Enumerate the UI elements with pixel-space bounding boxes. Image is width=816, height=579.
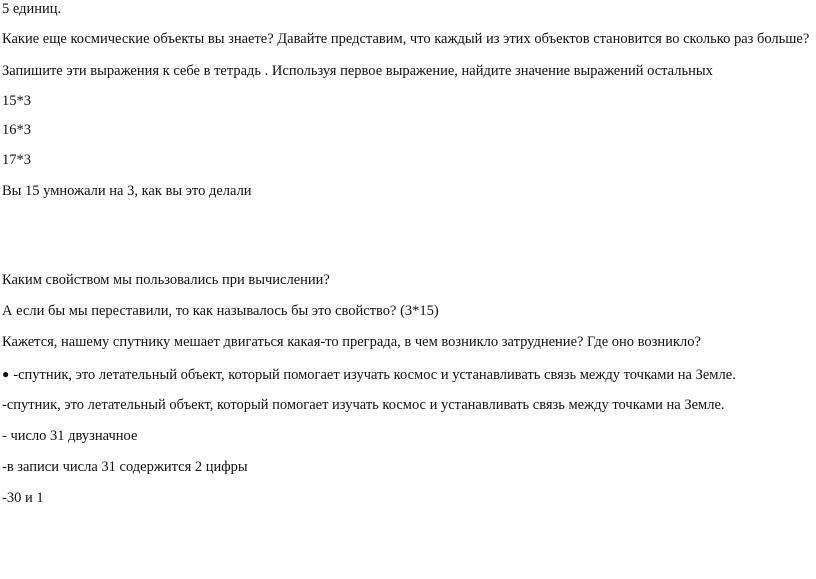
text-line-digits-count: -в записи числа 31 содержится 2 цифры [2,459,248,475]
text-line-two-digit-number: - число 31 двузначное [2,428,138,444]
text-line-swap-question: А если бы мы переставили, то как называлось бы это свойство? (3*15) [2,303,439,319]
text-line-write-expressions: Запишите эти выражения к себе в тетрадь . Используя первое выражение, найдите значение выражений остальных [2,63,713,79]
text-line-obstacle-question: Кажется, нашему спутнику мешает двигаться какая-то преграда, в чем возникло затруднение? Где оно возникло? [2,334,701,350]
text-line-property-question: Каким свойством мы пользовались при вычислении? [2,272,330,288]
text-line-satellite-bullet [2,365,736,384]
text-line-satellite-definition: -спутник, это летательный объект, который помогает изучать космос и устанавливать связь между точками на Земле. [2,397,725,413]
text-line-expression-16x3: 16*3 [2,122,31,138]
satellite-definition-bulleted: -спутник, это летательный объект, который помогает изучать космос и устанавливать связь между точками на Земле. [13,367,736,383]
text-line-decomposition: -30 и 1 [2,490,44,506]
text-line-units: 5 единиц. [2,1,62,17]
text-line-multiply-question: Вы 15 умножали на 3, как вы это делали [2,183,252,199]
text-line-question-space-objects: Какие еще космические объекты вы знаете? Давайте представим, что каждый из этих объектов становится во сколько раз больше? [2,31,810,47]
text-line-expression-15x3: 15*3 [2,93,31,109]
text-line-expression-17x3: 17*3 [2,152,31,168]
bullet-icon: ● [2,367,10,381]
